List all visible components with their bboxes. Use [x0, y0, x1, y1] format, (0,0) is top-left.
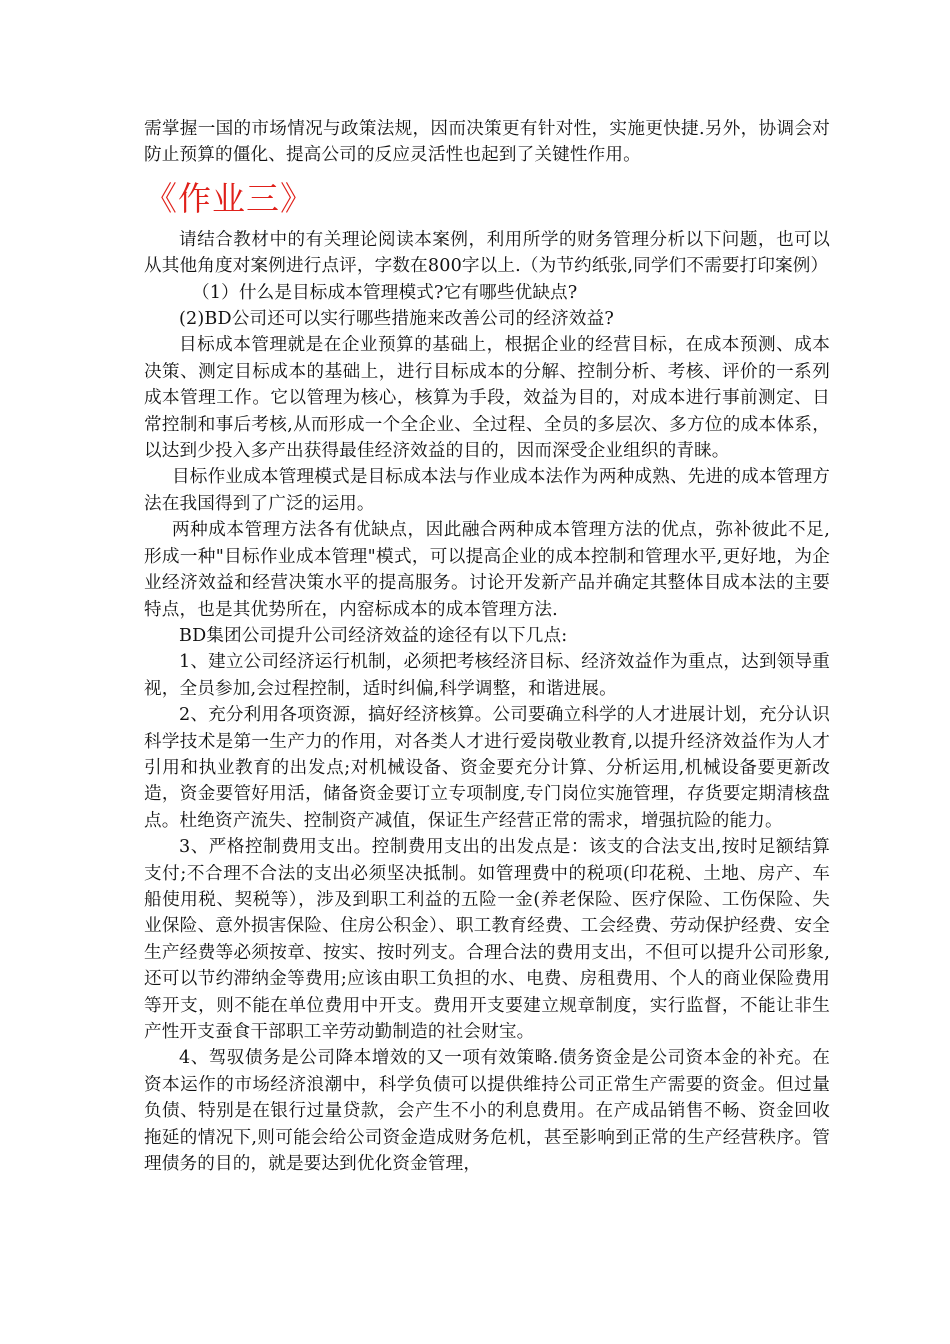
- document-page: [144, 116, 830, 1177]
- question-2: (2)BD公司还可以实行哪些措施来改善公司的经济效益?: [179, 309, 614, 330]
- point-1: 1、建立公司经济运行机制，必须把考核经济目标、经济效益作为重点，达到领导重视，全员参加,会过程控制，适时纠偏,科学调整，和谐进展。: [144, 652, 830, 699]
- point-3: 3、严格控制费用支出。控制费用支出的出发点是：该支的合法支出,按时足额结算支付;不合理不合法的支出必须坚决抵制。如管理费中的税项(印花税、土地、房产、车船使用税、契税等），涉及到职工利益的五险一金(养老保险、医疗保险、工伤保险、失业保险、意外损害保险、住房公积金）、职工教育经费、工会经费、劳动保护经费、安全生产经费等必须按章、按实、按时列支。合理合法的费用支出，不但可以提升公司形象,还可以节约滞纳金等费用;应该由职工负担的水、电费、房租费用、个人的商业保险费用等开支，则不能在单位费用中开支。费用开支要建立规章制度，实行监督，不能让非生产性开支蚕食干部职工辛劳动勤制造的社会财宝。: [144, 837, 830, 1042]
- section-title: 《作业三》: [144, 178, 314, 218]
- point-4: 4、驾驭债务是公司降本增效的又一项有效策略.债务资金是公司资本金的补充。在资本运作的市场经济浪潮中，科学负债可以提供维持公司正常生产需要的资金。但过量负债、特别是在银行过量贷款，会产生不小的利息费用。在产成品销售不畅、资金回收拖延的情况下,则可能会给公司资金造成财务危机，甚至影响到正常的生产经营秩序。管理债务的目的，就是要达到优化资金管理，: [144, 1048, 830, 1175]
- paragraph-activity-cost: 目标作业成本管理模式是目标成本法与作业成本法作为两种成熟、先进的成本管理方法在我国得到了广泛的运用。: [144, 467, 830, 514]
- paragraph-target-cost: 目标成本管理就是在企业预算的基础上，根据企业的经营目标，在成本预测、成本决策、测定目标成本的基础上，进行目标成本的分解、控制分析、考核、评价的一系列成本管理工作。它以管理为核心，核算为手段，效益为目的，对成本进行事前测定、日常控制和事后考核,从而形成一个全企业、全过程、全员的多层次、多方位的成本体系，以达到少投入多产出获得最佳经济效益的目的，因而深受企业组织的青睐。: [144, 335, 830, 462]
- point-2: 2、充分利用各项资源，搞好经济核算。公司要确立科学的人才进展计划，充分认识科学技术是第一生产力的作用，对各类人才进行爱岗敬业教育,以提升经济效益作为人才引用和执业教育的出发点;对机械设备、资金要充分计算、分析运用,机械设备要更新改造，资金要管好用活，储备资金要订立专项制度,专门岗位实施管理，存货要定期清核盘点。杜绝资产流失、控制资产减值，保证生产经营正常的需求，增强抗险的能力。: [144, 705, 830, 831]
- paragraph-bd-intro: BD集团公司提升公司经济效益的途径有以下几点:: [179, 625, 568, 646]
- assignment-instructions: 请结合教材中的有关理论阅读本案例，利用所学的财务管理分析以下问题，也可以从其他角度对案例进行点评，字数在800字以上.（为节约纸张,同学们不需要打印案例）: [144, 229, 830, 277]
- question-1: （1）什么是目标成本管理模式?它有哪些优缺点?: [192, 282, 578, 303]
- paragraph-two-methods: 两种成本管理方法各有优缺点，因此融合两种成本管理方法的优点，弥补彼此不足,形成一种"目标作业成本管理"模式，可以提高企业的成本控制和管理水平,更好地，为企业经济效益和经营决策水平的提高服务。讨论开发新产品并确定其整体目成本法的主要特点，也是其优势所在，内窑标成本的成本管理方法.: [144, 520, 830, 620]
- intro-paragraph: 需掌握一国的市场情况与政策法规，因而决策更有针对性，实施更快捷.另外，协调会对防止预算的僵化、提高公司的反应灵活性也起到了关键性作用。: [144, 119, 830, 166]
